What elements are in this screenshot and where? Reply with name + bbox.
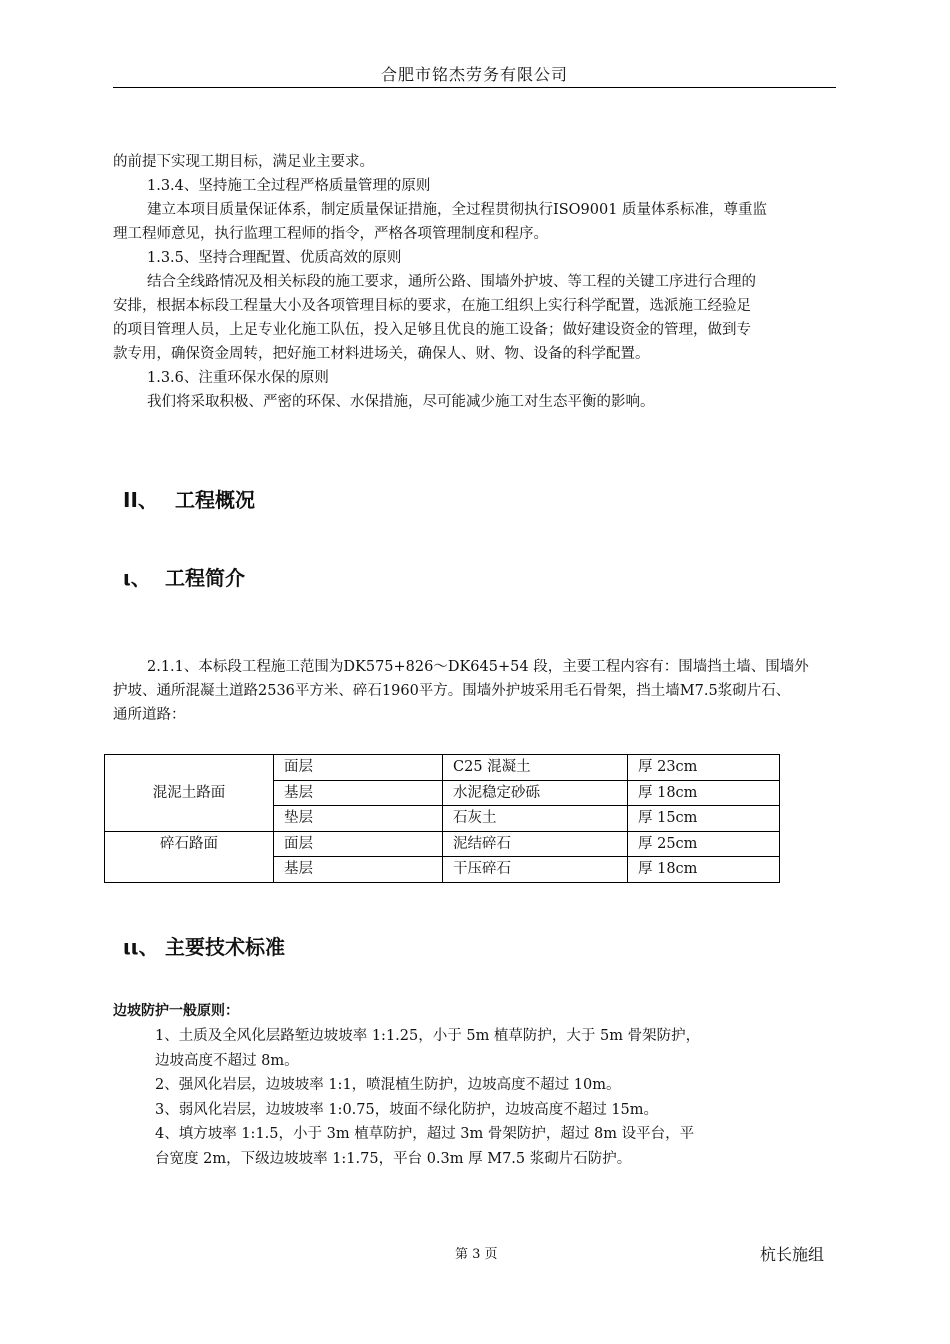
- list-item: 2、强风化岩层，边坡坡率 1:1，喷混植生防护，边坡高度不超过 10m。: [155, 1077, 621, 1093]
- heading-number: II、: [123, 488, 158, 512]
- paragraph-line: 通所道路：: [113, 707, 186, 723]
- page-number: 第 3 页: [455, 1247, 498, 1262]
- thickness-cell: 厚 23cm: [628, 755, 780, 781]
- heading-text: 工程简介: [165, 566, 245, 590]
- paragraph-line: 结合全线路情况及相关标段的施工要求，通所公路、围墙外护坡、等工程的关键工序进行合理的: [147, 274, 756, 290]
- paragraph-line: 安排，根据本标段工程量大小及各项管理目标的要求，在施工组织上实行科学配置，选派施工经验足: [113, 298, 751, 314]
- thickness-cell: 厚 18cm: [628, 780, 780, 806]
- heading-project-intro: [123, 564, 245, 592]
- paragraph-line: 款专用，确保资金周转，把好施工材料进场关，确保人、财、物、设备的科学配置。: [113, 346, 650, 362]
- heading-number: ι、: [123, 566, 151, 590]
- material-cell: 干压碎石: [443, 857, 628, 883]
- page-header-company: 合肥市铭杰劳务有限公司: [380, 65, 568, 84]
- paragraph-line: 我们将采取积极、严密的环保、水保措施，尽可能减少施工对生态平衡的影响。: [147, 394, 655, 410]
- list-item: 4、填方坡率 1:1.5，小于 3m 植草防护，超过 3m 骨架防护，超过 8m 设平台，平: [155, 1126, 695, 1142]
- list-item: 台宽度 2m，下级边坡坡率 1:1.75，平台 0.3m 厚 M7.5 浆砌片石防护。: [155, 1150, 632, 1167]
- road-type-cell: 混泥土路面: [105, 755, 274, 832]
- list-item: 3、弱风化岩层，边坡坡率 1:0.75，坡面不绿化防护，边坡高度不超过 15m。: [155, 1101, 659, 1118]
- subheading-1-3-6: 1.3.6、注重环保水保的原则: [147, 370, 329, 386]
- subheading-1-3-4: 1.3.4、坚持施工全过程严格质量管理的原则: [147, 178, 431, 194]
- intro-paragraph: [113, 655, 836, 727]
- heading-text: 主要技术标准: [165, 935, 285, 959]
- paragraph-line: 2.1.1、本标段工程施工范围为DK575+826～DK645+54 段，主要工程内容有：围墙挡土墙、围墙外: [147, 659, 809, 675]
- layer-cell: 垫层: [274, 806, 443, 832]
- thickness-cell: 厚 25cm: [628, 831, 780, 857]
- heading-technical-standards: [123, 933, 285, 961]
- layer-cell: 面层: [274, 831, 443, 857]
- layer-cell: 基层: [274, 857, 443, 883]
- thickness-cell: 厚 18cm: [628, 857, 780, 883]
- material-cell: 水泥稳定砂砾: [443, 780, 628, 806]
- heading-text: 工程概况: [175, 488, 255, 512]
- subheading-1-3-5: 1.3.5、坚持合理配置、优质高效的原则: [147, 250, 402, 266]
- slope-protection-title: 边坡防护一般原则：: [113, 1003, 239, 1019]
- material-cell: 石灰土: [443, 806, 628, 832]
- material-cell: 泥结碎石: [443, 831, 628, 857]
- section-principles: [113, 150, 836, 414]
- road-structure-table: [104, 754, 780, 883]
- list-item: 边坡高度不超过 8m。: [155, 1052, 299, 1069]
- slope-protection-list: [155, 1024, 795, 1171]
- footer-doc-label: 杭长施组: [760, 1245, 825, 1264]
- road-type-cell: 碎石路面: [105, 831, 274, 882]
- header-rule: [113, 87, 836, 88]
- thickness-cell: 厚 15cm: [628, 806, 780, 832]
- paragraph-line: 护坡、通所混凝土道路2536平方米、碎石1960平方。围墙外护坡采用毛石骨架，挡土墙M7.5浆砌片石、: [113, 683, 791, 699]
- table-row: [105, 755, 780, 781]
- paragraph-line: 建立本项目质量保证体系，制定质量保证措施，全过程贯彻执行ISO9001 质量体系标准，尊重监: [147, 202, 768, 218]
- paragraph-line: 的前提下实现工期目标，满足业主要求。: [113, 154, 374, 170]
- heading-number: ιι、: [123, 935, 159, 959]
- heading-project-overview: [123, 486, 255, 514]
- list-item: 1、土质及全风化层路堑边坡坡率 1:1.25，小于 5m 植草防护，大于 5m 骨架防护，: [155, 1028, 701, 1044]
- layer-cell: 基层: [274, 780, 443, 806]
- table-row: [105, 831, 780, 857]
- paragraph-line: 理工程师意见，执行监理工程师的指令，严格各项管理制度和程序。: [113, 226, 548, 242]
- material-cell: C25 混凝土: [443, 755, 628, 781]
- paragraph-line: 的项目管理人员，上足专业化施工队伍，投入足够且优良的施工设备；做好建设资金的管理，做到专: [113, 322, 751, 338]
- layer-cell: 面层: [274, 755, 443, 781]
